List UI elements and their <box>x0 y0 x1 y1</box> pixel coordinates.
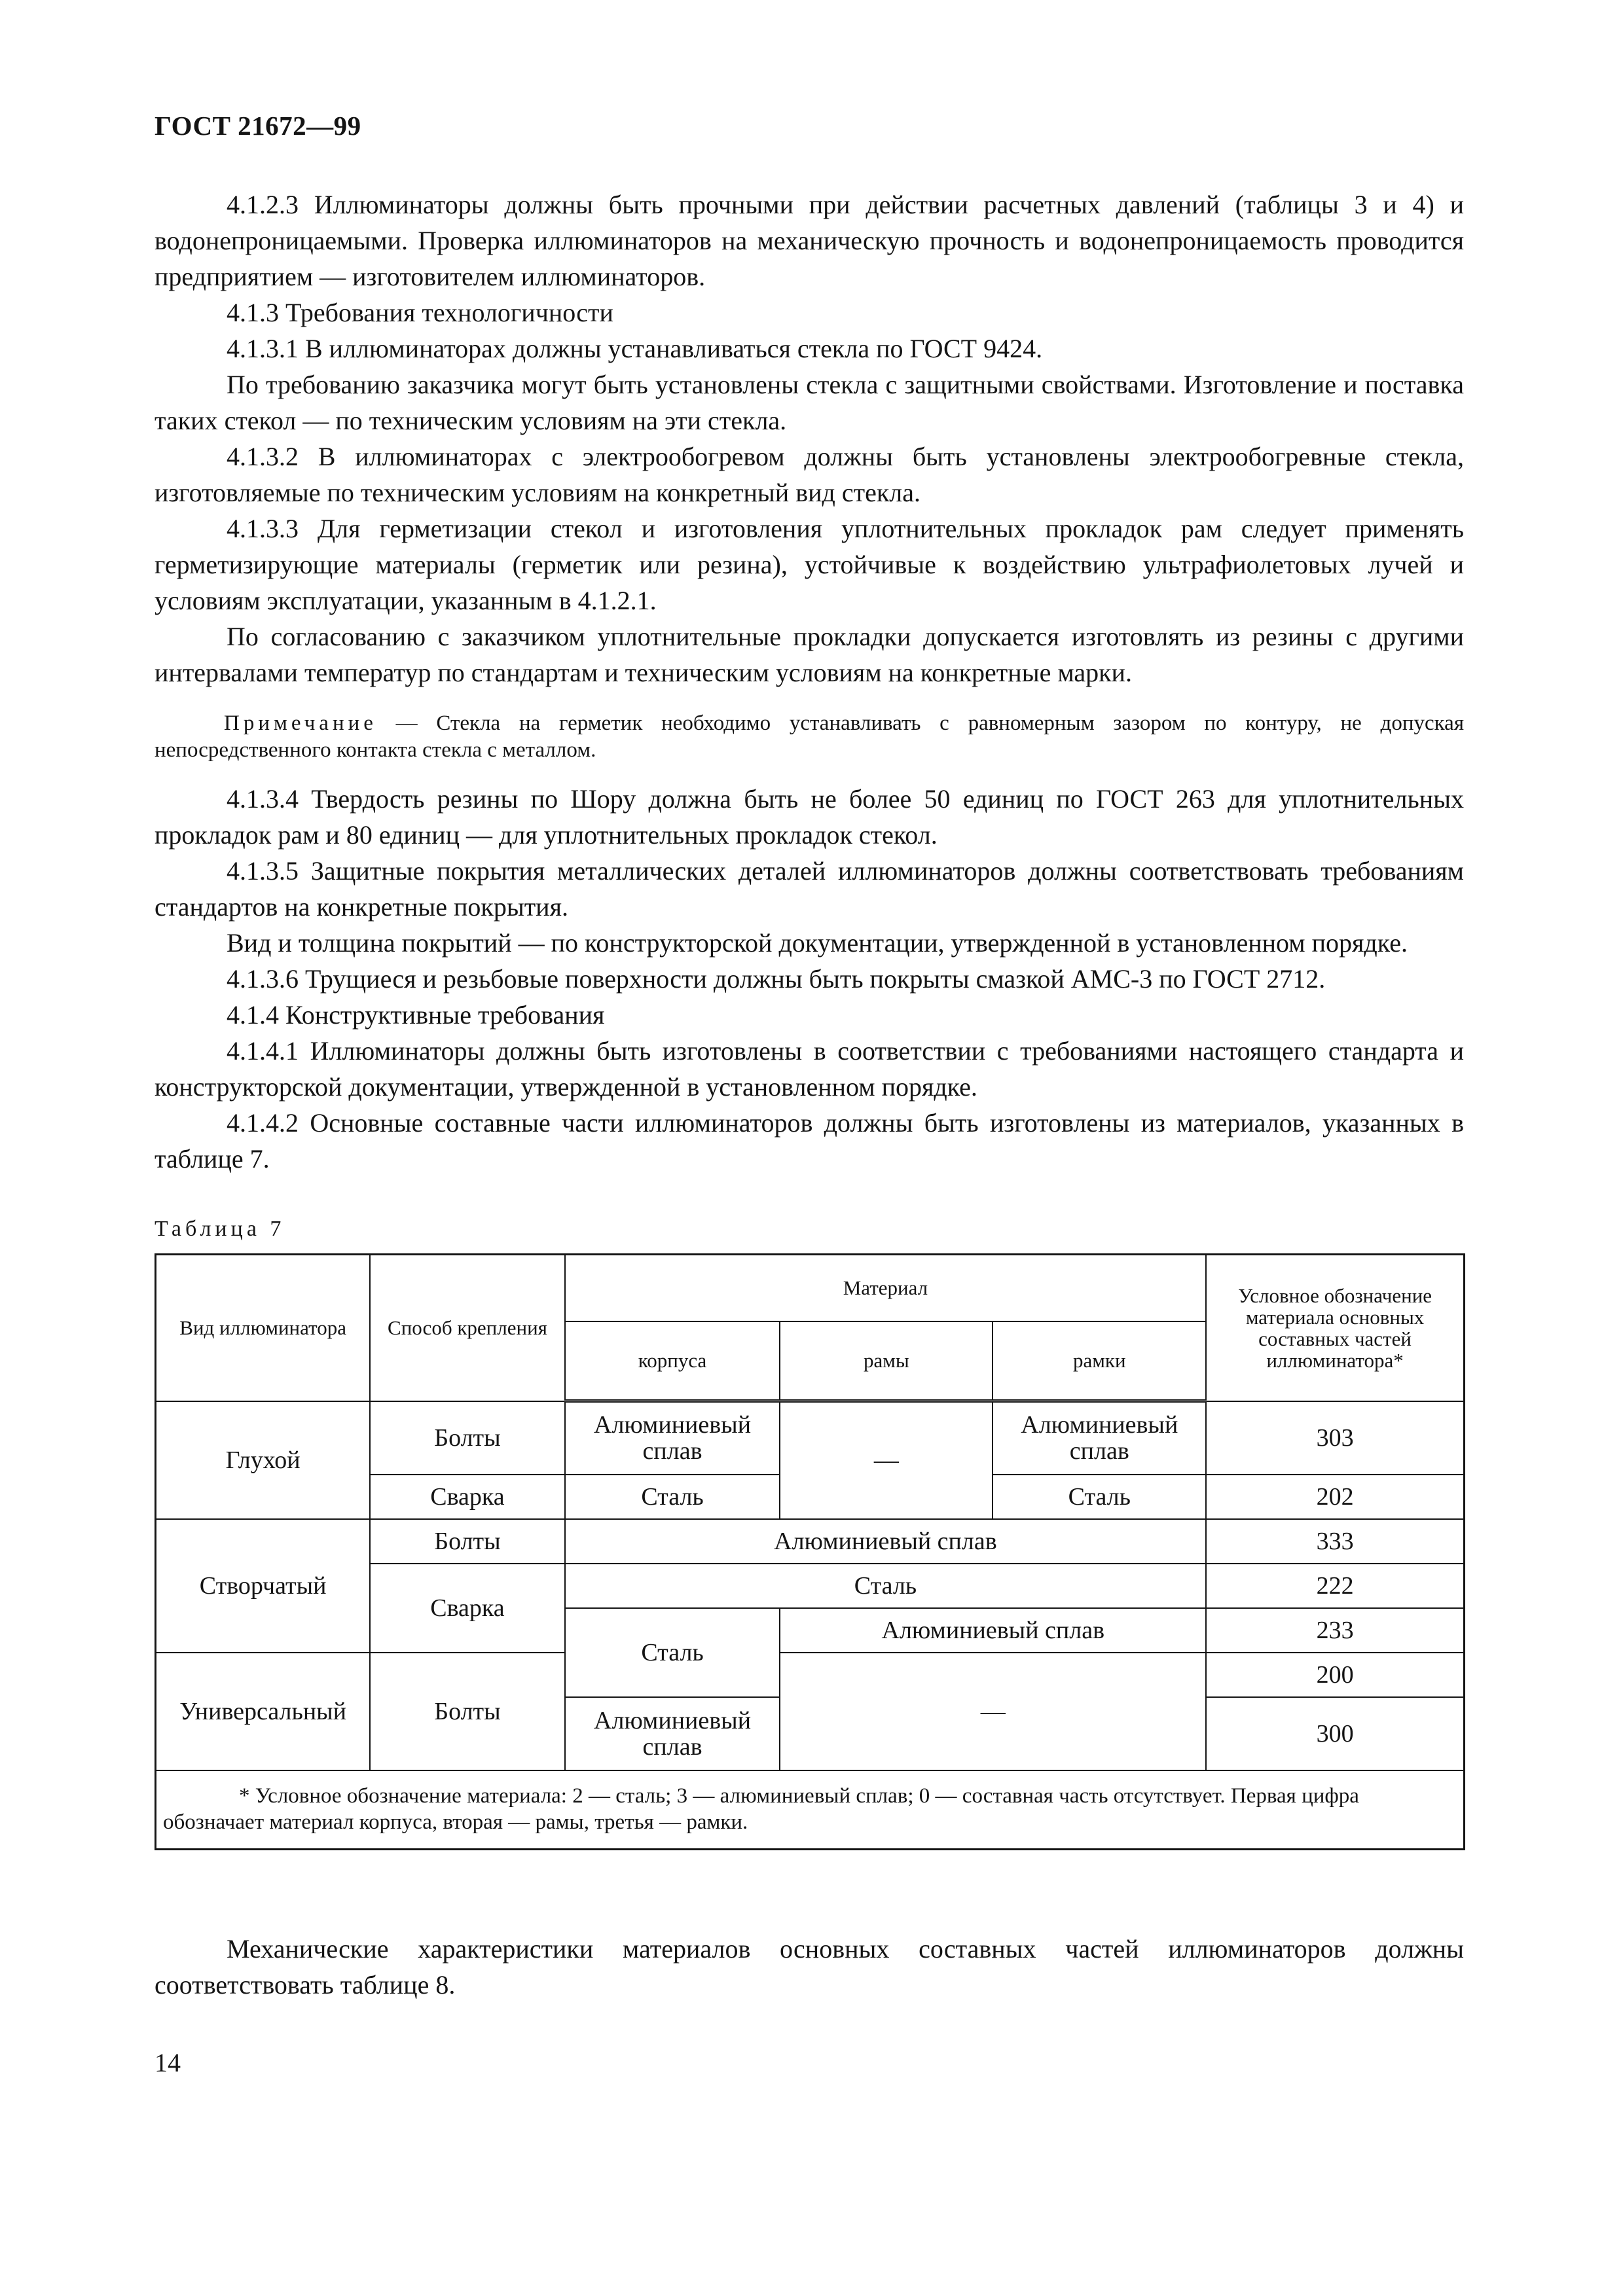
heading-4-1-4: 4.1.4 Конструктивные требования <box>227 1000 605 1030</box>
table-caption: Таблица 7 <box>155 1217 285 1241</box>
cell-type-universal: Универсальный <box>156 1653 371 1770</box>
footnote-text: * Условное обозначение материала: 2 — сталь; 3 — алюминиевый сплав; 0 — составная часть отсутствует. Первая цифра обозначает материал корпуса, вторая — рамы, третья — рамки. <box>163 1784 1359 1834</box>
paragraph-4-1-4-1: 4.1.4.1 Иллюминаторы должны быть изготовлены в соответствии с требованиями настоящего стандарта и конструкторской документации, утвержденной в установленном порядке. <box>155 1036 1464 1102</box>
cell-material-code: 200 <box>1206 1653 1464 1697</box>
header-fastening: Способ крепления <box>370 1255 564 1401</box>
cell-fastening: Сварка <box>370 1564 564 1653</box>
cell-material-code: 222 <box>1206 1564 1464 1608</box>
cell-fastening: Болты <box>370 1653 564 1770</box>
header-frame: рамы <box>780 1321 993 1401</box>
cell-rim-material: Алюминиевый сплав <box>993 1401 1206 1475</box>
cell-material-code: 303 <box>1206 1401 1464 1475</box>
paragraph-coatings: Вид и толщина покрытий — по конструкторской документации, утвержденной в установленном порядке. <box>227 928 1408 958</box>
note-label: Примечание <box>224 711 377 735</box>
paragraph-customer-glass: По требованию заказчика могут быть установлены стекла с защитными свойствами. Изготовление и поставка таких стекол — по техническим условиям на эти стекла. <box>155 370 1464 435</box>
cell-type-hinged: Створчатый <box>156 1519 371 1653</box>
header-material-code: Условное обозначение материала основных составных частей иллюминатора* <box>1206 1255 1464 1401</box>
paragraph-agreement: По согласованию с заказчиком уплотнительные прокладки допускается изготовлять из резины с другими интервалами температур по стандартам и техническим условиям на конкретные марки. <box>155 622 1464 687</box>
cell-material-code: 300 <box>1206 1697 1464 1770</box>
document-body-tail <box>155 1931 1464 2003</box>
header-type: Вид иллюминатора <box>156 1255 371 1401</box>
cell-body-material: Сталь <box>565 1475 780 1519</box>
document-code: ГОСТ 21672—99 <box>155 111 361 141</box>
cell-material-code: 202 <box>1206 1475 1464 1519</box>
table-7 <box>155 1253 1465 1850</box>
page-number: 14 <box>155 2048 181 2077</box>
paragraph-4-1-3-2: 4.1.3.2 В иллюминаторах с электрообогревом должны быть установлены электрообогревные стекла, изготовляемые по техническим условиям на конкретный вид стекла. <box>155 442 1464 507</box>
cell-frame-rim-material: — <box>780 1653 1206 1770</box>
cell-fastening: Болты <box>370 1519 564 1564</box>
cell-material-all: Сталь <box>565 1564 1206 1608</box>
cell-fastening: Сварка <box>370 1475 564 1519</box>
note <box>155 710 1464 764</box>
table-footnote <box>156 1770 1465 1850</box>
paragraph-4-1-3-6: 4.1.3.6 Трущиеся и резьбовые поверхности должны быть покрыты смазкой АМС-3 по ГОСТ 2712. <box>227 964 1326 994</box>
note-text: — Стекла на герметик необходимо устанавливать с равномерным зазором по контуру, не допуская непосредственного контакта стекла с металлом. <box>155 711 1464 762</box>
cell-body-material: Алюминиевый сплав <box>565 1697 780 1770</box>
heading-4-1-3: 4.1.3 Требования технологичности <box>227 298 613 327</box>
cell-frame-rim-material: Алюминиевый сплав <box>780 1608 1206 1653</box>
paragraph-4-1-3-4: 4.1.3.4 Твердость резины по Шору должна быть не более 50 единиц по ГОСТ 263 для уплотнительных прокладок рам и 80 единиц — для уплотнительных прокладок стекол. <box>155 784 1464 850</box>
document-body <box>155 187 1464 1850</box>
paragraph-4-1-2-3: 4.1.2.3 Иллюминаторы должны быть прочными при действии расчетных давлений (таблицы 3 и 4) и водонепроницаемыми. Проверка иллюминаторов на механическую прочность и водонепроницаемость проводится предприятием — изготовителем иллюминаторов. <box>155 190 1464 291</box>
cell-fastening: Болты <box>370 1401 564 1475</box>
paragraph-4-1-3-5: 4.1.3.5 Защитные покрытия металлических деталей иллюминаторов должны соответствовать требованиям стандартов на конкретные покрытия. <box>155 856 1464 922</box>
cell-material-code: 333 <box>1206 1519 1464 1564</box>
cell-rim-material: Сталь <box>993 1475 1206 1519</box>
header-rim: рамки <box>993 1321 1206 1401</box>
cell-type-blind: Глухой <box>156 1401 371 1519</box>
cell-material-all: Алюминиевый сплав <box>565 1519 1206 1564</box>
paragraph-table-8-reference: Механические характеристики материалов основных составных частей иллюминаторов должны соответствовать таблице 8. <box>155 1934 1464 2000</box>
cell-frame-material: — <box>780 1401 993 1519</box>
paragraph-4-1-3-3: 4.1.3.3 Для герметизации стекол и изготовления уплотнительных прокладок рам следует применять герметизирующие материалы (герметик или резина), устойчивые к воздействию ультрафиолетовых лучей и условиям эксплуатации, указанным в 4.1.2.1. <box>155 514 1464 615</box>
header-material: Материал <box>565 1255 1206 1321</box>
header-body: корпуса <box>565 1321 780 1401</box>
cell-material-code: 233 <box>1206 1608 1464 1653</box>
paragraph-4-1-4-2: 4.1.4.2 Основные составные части иллюминаторов должны быть изготовлены из материалов, указанных в таблице 7. <box>155 1108 1464 1174</box>
paragraph-4-1-3-1: 4.1.3.1 В иллюминаторах должны устанавливаться стекла по ГОСТ 9424. <box>227 334 1043 363</box>
cell-body-material: Алюминиевый сплав <box>565 1401 780 1475</box>
cell-body-material: Сталь <box>565 1608 780 1697</box>
